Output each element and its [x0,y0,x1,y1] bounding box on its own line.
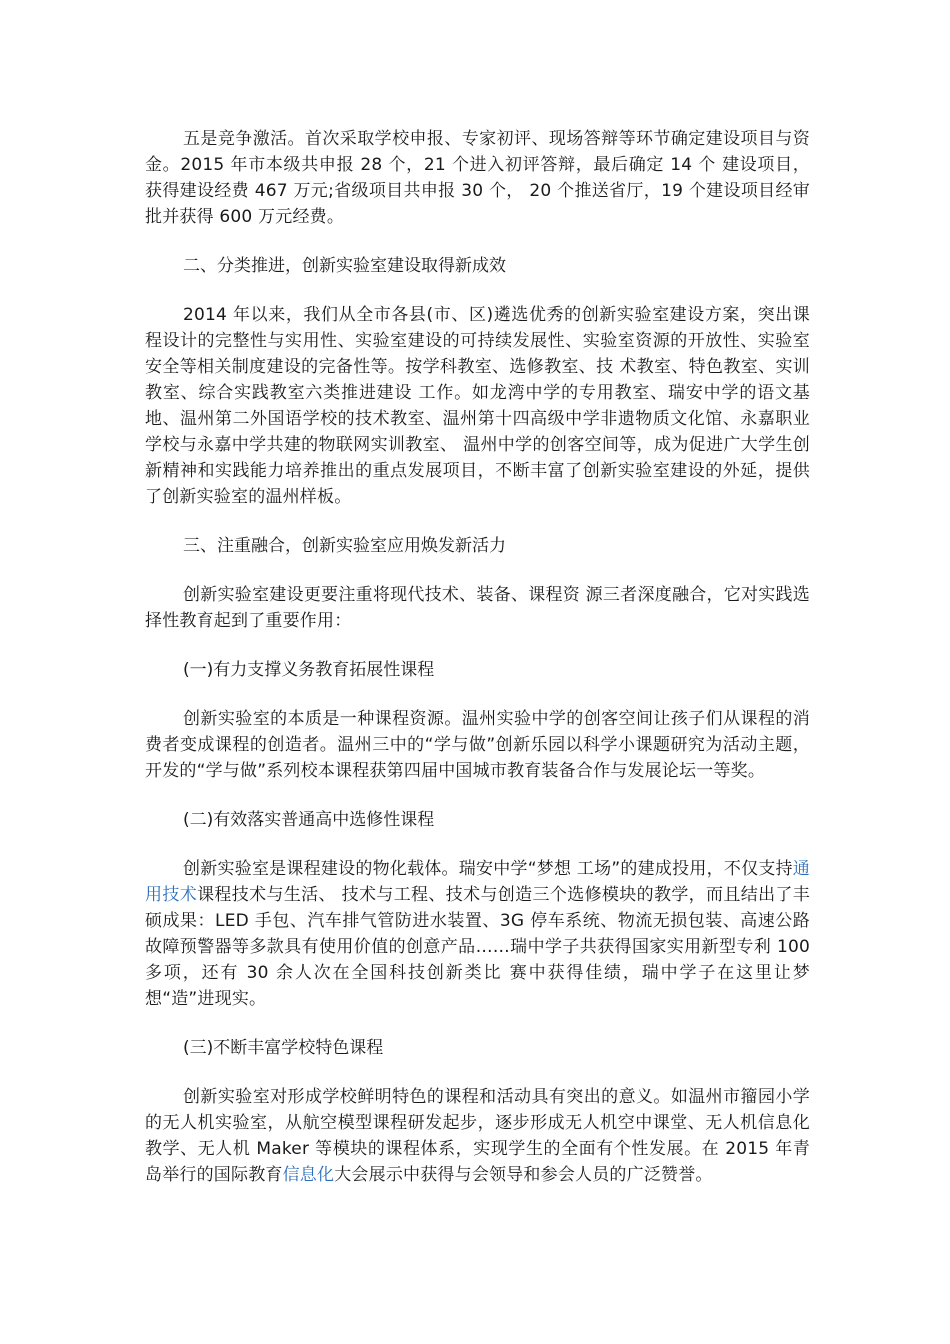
paragraph-integration: 创新实验室建设更要注重将现代技术、装备、课程资 源三者深度融合，它对实践选择性教育起到了重要作用： [145,585,810,631]
paragraph-text: 大会展示中获得与会领导和参会人员的广泛赞誉。 [334,1165,713,1185]
subsection-heading-3: (三)不断丰富学校特色课程 [183,1038,384,1058]
link-general-technology[interactable]: 通用技术 [145,859,810,905]
paragraph-text: 创新实验室是课程建设的物化载体。瑞安中学“梦想 工场”的建成投用，不仅支持 [183,859,793,879]
paragraph-classification: 2014 年以来，我们从全市各县(市、区)遴选优秀的创新实验室建设方案，突出课程设计的完整性与实用性、实验室建设的可持续发展性、实验室资源的开放性、实验室安全等相关制度建设的完备性等。按学科教室、选修教室、技 术教室、特色教室、实训教室、综合实践教室六类推进建设 工作。如龙湾中学的专用教室、瑞安中学的语文基地、温州第二外国语学校的技术教室、温州第十四高级中学非遗物质文化馆、永嘉职业学校与永嘉中学共建的物联网实训教室、 温州中学的创客空间等，成为促进广大学生创新精神和实践能力培养推出的重点发展项目，不断丰富了创新实验室建设的外延，提供了创新实验室的温州样板。 [145,305,810,507]
link-informatization[interactable]: 信息化 [282,1165,335,1185]
subsection-heading-1: (一)有力支撑义务教育拓展性课程 [183,660,435,680]
paragraph-elective-courses [145,856,810,1012]
paragraph-special-courses [145,1084,810,1188]
paragraph-competition: 五是竞争激活。首次采取学校申报、专家初评、现场答辩等环节确定建设项目与资金。2015 年市本级共申报 28 个，21 个进入初评答辩，最后确定 14 个 建设项目，获得建设经费 467 万元;省级项目共申报 30 个， 20 个推送省厅，19 个建设项目经审批并获得 600 万元经费。 [145,129,810,227]
paragraph-compulsory-education: 创新实验室的本质是一种课程资源。温州实验中学的创客空间让孩子们从课程的消费者变成课程的创造者。温州三中的“学与做”创新乐园以科学小课题研究为活动主题，开发的“学与做”系列校本课程获第四届中国城市教育装备合作与发展论坛一等奖。 [145,709,810,781]
document-body [145,126,810,1211]
paragraph-text: 创新实验室对形成学校鲜明特色的课程和活动具有突出的意义。如温州市籀园小学的无人机实验室，从航空模型课程研发起步，逐步形成无人机空中课堂、无人机信息化教学、无人机 Maker 等模块的课程体系，实现学生的全面有个性发展。在 2015 年青岛举行的国际教育 [145,1087,810,1185]
paragraph-text: 课程技术与生活、 技术与工程、技术与创造三个选修模块的教学，而且结出了丰硕成果：LED 手包、汽车排气管防进水装置、3G 停车系统、物流无损包装、高速公路故障预警器等多款具有使用价值的创意产品……瑞中学子共获得国家实用新型专利 100 多项，还有 30 余人次在全国科技创新类比 赛中获得佳绩，瑞中学子在这里让梦想“造”进现实。 [145,885,810,1009]
section-heading-3: 三、注重融合，创新实验室应用焕发新活力 [183,536,506,556]
subsection-heading-2: (二)有效落实普通高中选修性课程 [183,810,435,830]
section-heading-2: 二、分类推进，创新实验室建设取得新成效 [183,256,506,276]
